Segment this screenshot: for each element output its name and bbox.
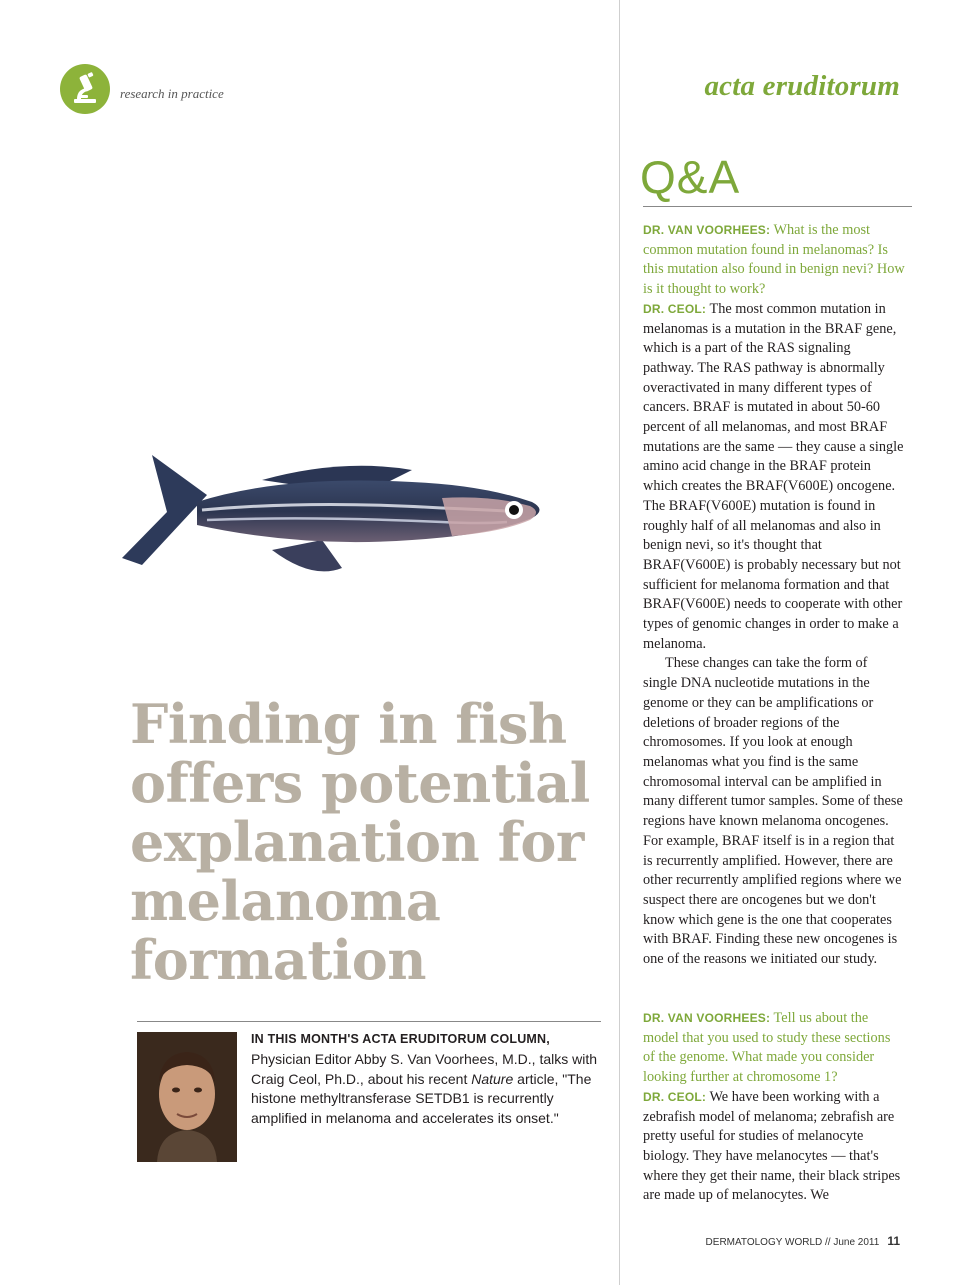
intro-text-1: Physician Editor Abby S. Van Voorhees, M.D., talks with Craig Ceol, Ph.D., about his recent <box>251 1050 598 1087</box>
intro-divider <box>137 1021 601 1022</box>
page-footer <box>706 1234 900 1248</box>
section-label: research in practice <box>120 86 224 101</box>
article-headline: Finding in fish offers potential explanation for melanoma formation <box>130 692 590 992</box>
intro-lead: IN THIS MONTH'S ACTA ERUDITORUM COLUMN, <box>251 1032 550 1046</box>
answer-2-speaker: DR. CEOL: <box>643 1089 707 1104</box>
question-2-speaker: DR. VAN VOORHEES: <box>643 1011 771 1025</box>
intro-text-2: article, "The histone methyltransferase SETDB1 is recurrently amplified in melanoma and accelerates its onset." <box>251 1070 592 1127</box>
qa-divider <box>643 206 912 207</box>
qa-block-1 <box>643 221 905 970</box>
question-1 <box>643 221 905 300</box>
column-name: acta eruditorum <box>704 70 900 102</box>
microscope-icon <box>60 64 110 114</box>
answer-2-text: We have been working with a zebrafish model of melanoma; zebrafish are pretty useful for studies of melanocyte biology. They have melanocytes — that's where they get their name, their black stripes are made up of melanocytes. We <box>643 1088 901 1204</box>
question-1-text: What is the most common mutation found in melanomas? Is this mutation also found in benign nevi? How is it thought to work? <box>643 222 905 298</box>
zebrafish-image <box>112 440 552 590</box>
answer-1 <box>643 300 905 655</box>
intro-paragraph <box>251 1029 603 1129</box>
qa-title: Q&A <box>640 151 741 203</box>
page-number: 11 <box>887 1234 900 1248</box>
question-2 <box>643 1009 905 1088</box>
publication-info: DERMATOLOGY WORLD // June 2011 <box>705 1237 880 1248</box>
answer-1-paragraph-2: These changes can take the form of single DNA nucleotide mutations in the genome or they can be amplifications or deletions of broader regions of the chromosomes. If you look at enough melanomas what you find is the same chromosomal interval can be amplified in many different tumor samples. Some of these regions have known melanoma oncogenes. For example, BRAF itself is in a region that is recurrently amplified. However, there are other recurrently amplified regions where we suspect there are oncogenes but we don't know which gene is the one that cooperates with BRAF. Finding these new oncogenes is one of the reasons we initiated our study. <box>643 655 903 968</box>
intro-italic: Nature <box>471 1070 514 1087</box>
question-2-text: Tell us about the model that you used to study these sections of the genome. What made you consider looking further at chromosome 1? <box>643 1010 891 1086</box>
qa-block-2 <box>643 1009 905 1206</box>
answer-2 <box>643 1088 905 1206</box>
author-photo <box>137 1032 237 1162</box>
question-1-speaker: DR. VAN VOORHEES: <box>643 223 771 237</box>
answer-1-speaker: DR. CEOL: <box>643 301 707 316</box>
page-gutter-divider <box>619 0 620 1285</box>
answer-1-text: The most common mutation in melanomas is a mutation in the BRAF gene, which is a part of the RAS signaling pathway. The RAS pathway is abnormally overactivated in many different types of cancers. BRAF is mutated in about 50-60 percent of all melanomas, and most BRAF mutations are the same — they cause a single amino acid change in the BRAF protein which creates the BRAF(V600E) oncogene. The BRAF(V600E) mutation is found in roughly half of all melanomas and also in benign nevi, so it's thought that BRAF(V600E) is probably necessary but not sufficient for melanoma formation and that BRAF(V600E) needs to cooperate with other types of genomic changes in order to make a melanoma. <box>643 300 904 652</box>
section-badge <box>60 64 110 114</box>
